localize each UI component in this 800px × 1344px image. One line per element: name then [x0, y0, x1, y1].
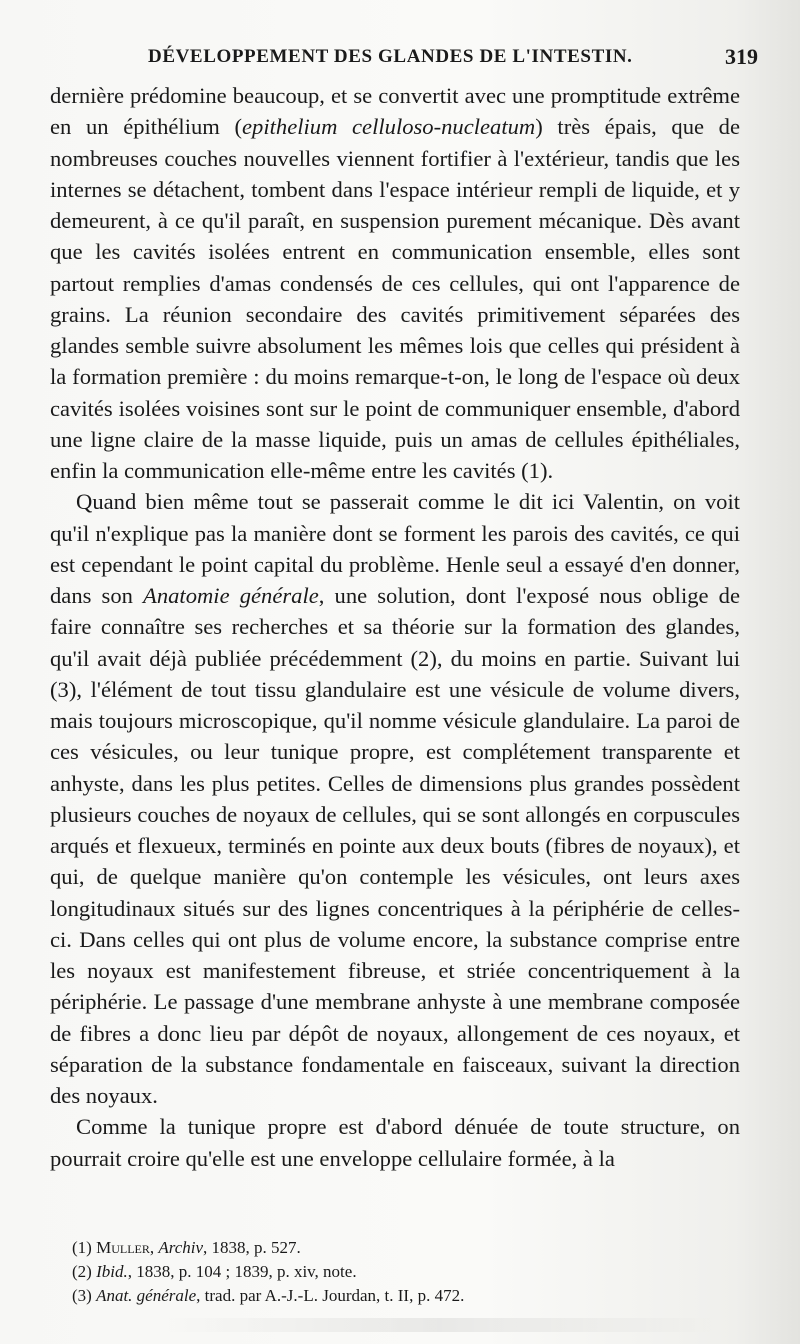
footnote-3: [72, 1284, 752, 1308]
page-number: 319: [725, 44, 758, 69]
footnote-work: Archiv: [158, 1238, 204, 1257]
footnote-author: Muller: [96, 1238, 150, 1257]
text-segment: Quand bien même tout se passerait comme le dit ici Valentin, on voit qu'il n'explique pas la manière dont se forment les parois des cavités, ce qui est cependant le point capital du problème. Henle seul a essayé d'en donner, dans son: [50, 489, 740, 608]
paragraph-tunique-propre: [50, 1111, 740, 1174]
footnote-rest: , trad. par A.-J.-L. Jourdan, t. II, p. 472.: [196, 1286, 465, 1305]
text-segment: , une solution, dont l'exposé nous oblige de faire connaître ses recherches et sa théorie sur la formation des glandes, qu'il avait déjà publiée précédemment (2), du moins en partie. Suivant lui (3), l'élément de tout tissu glandulaire est une vésicule de volume divers, mais toujours microscopique, qu'il nomme vésicule glandulaire. La paroi de ces vésicules, ou leur tunique propre, est complétement transparente et anhyste, dans les plus petites. Celles de dimensions plus grandes possèdent plusieurs couches de noyaux de cellules, qui se sont allongés en corpuscules arqués et flexueux, terminés en pointe aux deux bouts (fibres de noyaux), et qui, de quelque manière qu'on contemple les vésicules, ont leurs axes longitudinaux situés sur des lignes concentriques à la périphérie de celles-ci. Dans celles qui ont plus de volume encore, la substance comprise entre les noyaux est manifestement fibreuse, et striée concentriquement à la périphérie. Le passage d'une membrane anhyste à une membrane composée de fibres a donc lieu par dépôt de noyaux, allongement de ces noyaux, et séparation de la substance fondamentale en faisceaux, suivant la direction des noyaux.: [50, 583, 740, 1108]
paragraph-continuation: [50, 80, 740, 486]
footnotes: [72, 1236, 752, 1308]
italic-book-title: Anatomie générale: [143, 583, 319, 608]
paragraph-valentin-henle: [50, 486, 740, 1111]
italic-term: epithelium celluloso-nucleatum: [242, 114, 536, 140]
footnote-mark: (2): [72, 1262, 92, 1281]
footnote-mark: (3): [72, 1286, 92, 1305]
footnote-2: [72, 1260, 752, 1284]
text-segment: ) très épais, que de nombreuses couches nouvelles viennent fortifier à l'extérieur, tandis que les internes se détachent, tombent dans l'espace intérieur rempli de liquide, et y demeurent, à ce qu'il paraît, en suspension purement mécanique. Dès avant que les cavités isolées entrent en communication ensemble, elles sont partout remplies d'amas condensés de ces cellules, qui ont l'apparence de grains. La réunion secondaire des cavités primitivement séparées des glandes semble suivre absolument les mêmes lois que celles qui président à la formation première : du moins remarque-t-on, le long de l'espace où deux cavités isolées voisines sont sur le point de communiquer ensemble, d'abord une ligne claire de la masse liquide, puis un amas de cellules épithéliales, enfin la communication elle-même entre les cavités (1).: [50, 114, 740, 483]
footnote-rest: , 1838, p. 104 ; 1839, p. xiv, note.: [127, 1262, 357, 1281]
text-segment: Comme la tunique propre est d'abord dénuée de toute structure, on pourrait croire qu'elle est une enveloppe cellulaire formée, à la: [50, 1114, 740, 1171]
footnote-rest: , 1838, p. 527.: [203, 1238, 301, 1257]
footnote-work: Ibid.: [96, 1262, 128, 1281]
running-head: DÉVELOPPEMENT DES GLANDES DE L'INTESTIN.: [148, 46, 633, 67]
body-text: [50, 80, 740, 1174]
footnote-work: Anat. générale: [96, 1286, 197, 1305]
footnote-1: (1) Muller, Archiv, 1838, p. 527.: [72, 1238, 301, 1257]
bleed-through-shadow: [160, 1318, 720, 1332]
text-segment: dernière prédomine beaucoup, et se convertit avec une promptitude extrême en un épithélium (: [50, 83, 740, 140]
footnote-mark: (1): [72, 1238, 92, 1257]
page-header: [148, 44, 758, 74]
